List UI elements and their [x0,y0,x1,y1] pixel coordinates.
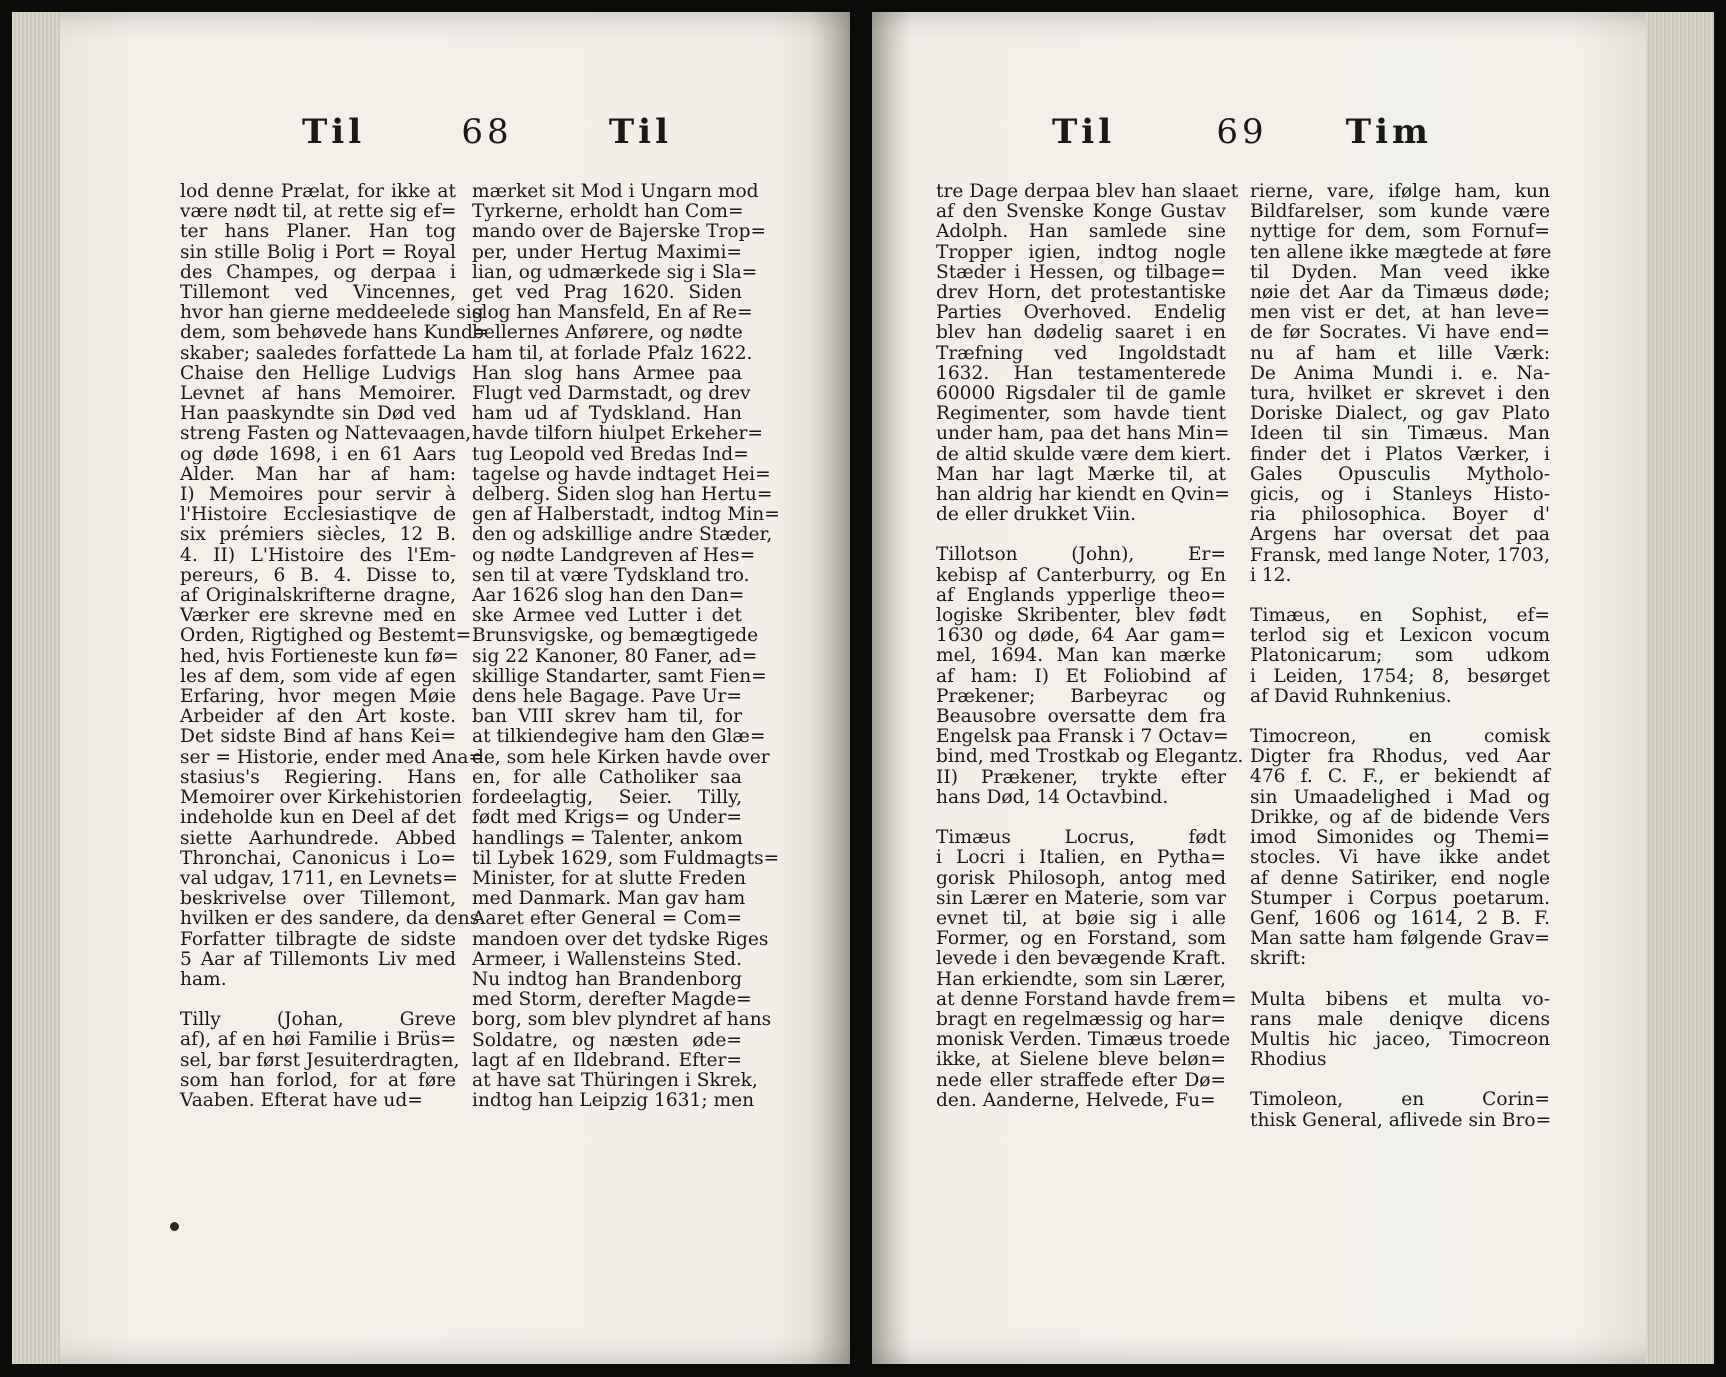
page-edges [1646,12,1714,1364]
text-line: til Lybek 1629, som Fuldmagts= [472,847,780,869]
text-line: Man satte ham følgende Grav= [1250,928,1550,950]
text-line: logiske Skribenter, blev født [936,605,1226,627]
text-line: af), af en høi Familie i Brüs= [180,1029,456,1051]
text-line: Beausobre oversatte dem fra [936,706,1226,728]
text-line: per, under Hertug Maximi= [472,241,742,263]
text-line: des Champes, og derpaa i [180,261,456,283]
running-head-right: Til [608,112,672,152]
text-line: bellernes Anførere, og nødte [472,322,743,344]
text-line [1250,707,1550,727]
text-line: nøie det Aar da Timæus døde; [1250,282,1550,304]
text-line: Gales Opusculis Mytholo- [1250,463,1550,485]
text-line: indeholde kun en Deel af det [180,807,456,829]
text-line: mando over de Bajerske Trop= [472,221,767,243]
text-line: Genf, 1606 og 1614, 2 B. F. [1250,907,1550,929]
text-line: sig 22 Kanoner, 80 Faner, ad= [472,645,758,667]
text-line: I) Memoires pour servir à [180,484,456,506]
text-line: under ham, paa det hans Min= [936,423,1230,445]
text-line: lod denne Prælat, for ikke at [180,181,456,202]
text-line: rans male deniqve dicens [1250,1008,1550,1030]
text-column [180,181,489,1111]
running-head [1052,112,1432,162]
text-line: thisk General, aflivede sin Bro= [1250,1109,1552,1131]
text-line: Timocreon, en comisk [1250,726,1550,748]
text-line: mel, 1694. Man kan mærke [936,645,1226,667]
text-line: og nødte Landgreven af Hes= [472,544,756,566]
text-line: hvilken er des sandere, da dens [180,908,480,930]
text-line: Argens har oversat det paa [1250,524,1550,546]
text-line: gicis, og i Stanleys Histo- [1250,484,1550,506]
text-line: 1630 og døde, 64 Aar gam= [936,625,1226,647]
text-line: ten allene ikke mægtede at føre [1250,241,1552,263]
text-line: indtog han Leipzig 1631; men [472,1090,755,1112]
text-line: nede eller straffede efter Dø= [936,1069,1226,1091]
text-line: Man har lagt Mærke til, at [936,463,1226,485]
text-line: six prémiers siècles, 12 B. [180,524,456,546]
text-line: den. Aanderne, Helvede, Fu= [936,1089,1216,1111]
text-line: skrift: [1250,948,1307,970]
text-line: Ideen til sin Timæus. Man [1250,423,1550,445]
text-line: Alder. Man har af ham: [180,463,456,485]
text-line: ter hans Planer. Han tog [180,221,456,243]
text-line: imod Simonides og Themi= [1250,827,1550,849]
text-line: Timoleon, en Corin= [1250,1089,1550,1111]
text-line [1250,586,1550,606]
text-line: get ved Prag 1620. Siden [472,282,742,304]
text-line: bind, med Trostkab og Elegantz. [936,746,1244,768]
text-line: ham til, at forlade Pfalz 1622. [472,342,753,364]
text-line: mærket sit Mod i Ungarn mod [472,181,759,202]
text-line: Multa bibens et multa vo- [1250,988,1550,1010]
text-line: borg, som blev plyndret af hans [472,1009,772,1031]
text-line: 5 Aar af Tillemonts Liv med [180,948,456,970]
text-line: Orden, Rigtighed og Bestemt= [180,625,472,647]
right-page [872,12,1714,1364]
text-line: Former, og en Forstand, som [936,928,1226,950]
text-line: sen til at være Tydskland tro. [472,564,750,586]
text-line: 476 f. C. F., er bekiendt af [1250,766,1550,788]
text-line: Digter fra Rhodus, ved Aar [1250,746,1550,768]
text-line: II) Prækener, trykte efter [936,766,1226,788]
text-line: Drikke, og af de bidende Vers [1250,806,1550,828]
text-line: kebisp af Canterburry, og En [936,564,1226,586]
text-line: Tillemont ved Vincennes, [180,282,456,304]
text-line: siette Aarhundrede. Abbed [180,827,456,849]
text-line: hed, hvis Fortieneste kun fø= [180,645,459,667]
text-line: af Englands ypperlige theo= [936,584,1226,606]
text-line [1250,1070,1550,1090]
text-line: Erfaring, hvor megen Møie [180,686,456,708]
text-line: sin Lærer en Materie, som var [936,887,1226,909]
text-line: sin stille Bolig i Port = Royal [180,241,456,263]
text-line: blev han dødelig saaret i en [936,322,1226,344]
page-edges [12,12,60,1364]
text-line: sin Umaadelighed i Mad og [1250,786,1550,808]
text-line: af David Ruhnkenius. [1250,685,1452,707]
text-line: en, for alle Catholiker saa [472,766,742,788]
text-line: Værker ere skrevne med en [180,605,456,627]
gutter-shadow [810,12,850,1364]
text-line: i 12. [1250,564,1292,586]
text-line: de før Socrates. Vi have end= [1250,322,1550,344]
text-line: Regimenter, som havde tient [936,403,1226,425]
text-line: Doriske Dialect, og gav Plato [1250,403,1550,425]
text-line [936,808,1226,828]
running-head [302,112,672,162]
text-line: handlings = Talenter, ankom [472,827,743,849]
text-line: med Storm, derefter Magde= [472,989,752,1011]
text-line: slog han Mansfeld, En af Re= [472,302,753,324]
text-line: Fransk, med lange Noter, 1703, [1250,544,1550,566]
text-line: beskrivelse over Tillemont, [180,888,456,910]
text-line: Nu indtog han Brandenborg [472,968,742,990]
text-line: delberg. Siden slog han Hertu= [472,484,773,506]
left-page [12,12,850,1364]
text-line: Prækener; Barbeyrac og [936,685,1226,707]
text-line: men vist er det, at han leve= [1250,302,1550,324]
text-line: Parties Overhoved. Endelig [936,302,1226,324]
text-line: Arbeider af den Art koste. [180,706,456,728]
text-line: skillige Standarter, samt Fien= [472,665,767,687]
text-line: de eller drukket Viin. [936,504,1137,526]
text-line: ske Armee ved Lutter i det [472,605,742,627]
text-line: i Leiden, 1754; 8, besørget [1250,665,1550,687]
text-line: gorisk Philosoph, antog med [936,867,1226,889]
text-line: Tilly (Johan, Greve [180,1009,456,1031]
text-line: Aaret efter General = Com= [472,908,742,930]
text-line: tagelse og havde indtaget Hei= [472,463,771,485]
text-line: Engelsk paa Fransk i 7 Octav= [936,726,1229,748]
text-line: Forfatter tilbragte de sidste [180,928,456,950]
text-column [472,181,780,1112]
running-head-left: Til [1052,112,1116,152]
text-line: ikke, at Sielene bleve beløn= [936,1049,1226,1071]
text-line: Timæus, en Sophist, ef= [1250,605,1550,627]
text-line: terlod sig et Lexicon vocum [1250,625,1550,647]
text-line [180,990,456,1010]
text-line: Bildfarelser, som kunde være [1250,201,1550,223]
text-line: Det sidste Bind af hans Kei= [180,726,456,748]
text-line: ham ud af Tydskland. Han [472,403,742,425]
text-line: Han slog hans Armee paa [472,362,742,384]
text-line: Chaise den Hellige Ludvigs [180,362,456,384]
text-line: Tropper igien, indtog nogle [936,241,1226,263]
text-line: hans Død, 14 Octavbind. [936,786,1169,808]
text-line: De Anima Mundi i. e. Na- [1250,362,1550,384]
text-line: Træfning ved Ingoldstadt [936,342,1226,364]
text-line: nyttige for dem, som Fornuf= [1250,221,1550,243]
text-line: dens hele Bagage. Pave Ur= [472,686,742,708]
text-line: af Originalskrifterne dragne, [180,585,456,607]
text-line: Stumper i Corpus poetarum. [1250,887,1550,909]
text-line: Multis hic jaceo, Timocreon [1250,1028,1550,1050]
text-line: Thronchai, Canonicus i Lo= [180,847,456,869]
text-line: bragt en regelmæssig og har= [936,1008,1226,1030]
text-line: 1632. Han testamenterede [936,362,1226,384]
text-line: han aldrig har kiendt en Qvin= [936,484,1231,506]
text-line: les af dem, som vide af egen [180,665,456,687]
text-line: som han forlod, for at føre [180,1069,456,1091]
page-number: 68 [461,112,513,152]
text-line: Rhodius [1250,1049,1327,1071]
text-line: Levnet af hans Memoirer. [180,383,456,405]
text-line: hvor han gierne meddeelede sig [180,302,484,324]
text-line: Vaaben. Efterat have ud= [180,1089,423,1111]
text-line: pereurs, 6 B. 4. Disse to, [180,564,456,586]
text-line: Armeer, i Wallensteins Sted. [472,948,742,970]
text-line: streng Fasten og Nattevaagen, [180,423,472,445]
text-line: ser = Historie, ender med Ana= [180,746,485,768]
text-line: lagt af en Ildebrand. Efter= [472,1049,742,1071]
text-line: med Danmark. Man gav ham [472,888,746,910]
text-line: Han paaskyndte sin Død ved [180,403,456,425]
text-line: at tilkiendegive ham den Glæ= [472,726,766,748]
text-line: i Locri i Italien, en Pytha= [936,847,1226,869]
text-line: dem, som behøvede hans Kund= [180,322,489,344]
text-line: gen af Halberstadt, indtog Min= [472,504,780,526]
text-line: lian, og udmærkede sig i Sla= [472,261,758,283]
text-line: skaber; saaledes forfattede La [180,342,467,364]
text-line: Stæder i Hessen, og tilbage= [936,261,1226,283]
text-line: Minister, for at slutte Freden [472,867,746,889]
gutter-shadow [872,12,912,1364]
text-line: Aar 1626 slog han den Dan= [472,585,745,607]
text-line: drev Horn, det protestantiske [936,282,1226,304]
text-line: Memoirer over Kirkehistorien [180,787,462,809]
ink-spot [170,1222,179,1231]
text-line: stasius's Regiering. Hans [180,766,456,788]
text-line: rierne, vare, ifølge ham, kun [1250,181,1550,202]
text-line: stocles. Vi have ikke andet [1250,847,1550,869]
text-line: at have sat Thüringen i Skrek, [472,1069,758,1091]
text-line: og døde 1698, i en 61 Aars [180,443,456,465]
text-line: nu af ham et lille Værk: [1250,342,1550,364]
text-line: til Dyden. Man veed ikke [1250,261,1550,283]
text-line: at denne Forstand havde frem= [936,988,1237,1010]
text-line: havde tilforn hiulpet Erkeher= [472,423,763,445]
text-line: ria philosophica. Boyer d' [1250,504,1550,526]
text-line: af denne Satiriker, end nogle [1250,867,1550,889]
text-line: Timæus Locrus, født [936,827,1226,849]
text-line: Tillotson (John), Er= [936,544,1226,566]
text-line: val udgav, 1711, en Levnets= [180,867,458,889]
text-line: den og adskillige andre Stæder, [472,524,773,546]
text-line: tre Dage derpaa blev han slaaet [936,181,1239,202]
text-line: tug Leopold ved Bredas Ind= [472,443,749,465]
text-column [1250,182,1550,1131]
text-line: ban VIII skrev ham til, for [472,706,742,728]
text-line: født med Krigs= og Under= [472,807,742,829]
text-column [936,181,1244,1111]
text-line: levede i den bevægende Kraft. [936,948,1226,970]
text-line: være nødt til, at rette sig ef= [180,201,457,223]
text-line: finder det i Platos Værker, i [1250,443,1550,465]
text-line: 4. II) L'Histoire des l'Em- [180,544,456,566]
text-line: Flugt ved Darmstadt, og drev [472,383,751,405]
text-line: Brunsvigske, og bemægtigede [472,625,759,647]
text-line: tura, hvilket er skrevet i den [1250,383,1550,405]
page-number: 69 [1216,112,1268,152]
text-line: Soldatre, og næsten øde= [472,1029,742,1051]
text-line: Platonicarum; som udkom [1250,645,1550,667]
text-line: af ham: I) Et Foliobind af [936,665,1226,687]
text-line: evnet til, at bøie sig i alle [936,907,1226,929]
text-line: af den Svenske Konge Gustav [936,201,1226,223]
text-line: Tyrkerne, erholdt han Com= [472,201,744,223]
text-line: fordeelagtig, Seier. Tilly, [472,787,742,809]
text-line [936,525,1226,545]
text-line: Han erkiendte, som sin Lærer, [936,968,1226,990]
text-line: de, som hele Kirken havde over [472,746,770,768]
text-line: de altid skulde være dem kiert. [936,443,1232,465]
text-line: l'Histoire Ecclesiastiqve de [180,504,456,526]
text-line: mandoen over det tydske Riges [472,928,769,950]
text-line [1250,970,1550,990]
text-line: sel, bar først Jesuiterdragten, [180,1049,460,1071]
text-line: monisk Verden. Timæus troede [936,1029,1231,1051]
text-line: ham. [180,968,227,990]
running-head-left: Til [302,112,366,152]
running-head-right: Tim [1345,112,1432,152]
text-line: 60000 Rigsdaler til de gamle [936,383,1226,405]
text-line: Adolph. Han samlede sine [936,221,1226,243]
